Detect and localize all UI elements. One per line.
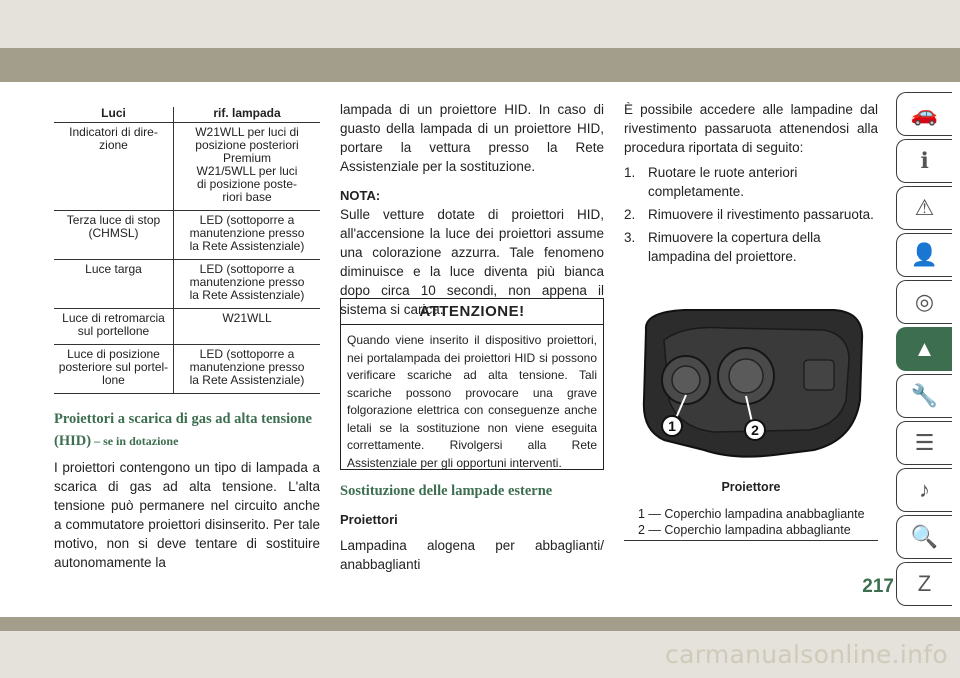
table-cell-line: la Rete Assistenziale) (189, 373, 305, 387)
page-number: 217 (862, 576, 894, 597)
table-cell-line: Premium (222, 151, 271, 165)
step-text: Rimuovere la copertura della lampadina del proiettore. (648, 230, 821, 264)
table-cell-line: LED (sottoporre a (199, 262, 295, 276)
table-row (54, 211, 320, 260)
table-cell-line: LED (sottoporre a (199, 213, 295, 227)
table-cell-line: (CHMSL) (88, 226, 139, 240)
table-cell-bulb-ref (174, 260, 321, 309)
seatbelt-airbag-icon[interactable]: 👤 (896, 233, 952, 277)
table-cell-bulb-ref (174, 309, 321, 345)
table-row (54, 309, 320, 345)
chapter-tabs (896, 92, 956, 609)
section-title-hid-line2: (HID) (54, 433, 92, 449)
car-magnifier-icon[interactable]: 🚗 (896, 92, 952, 136)
table-cell-light (54, 123, 174, 211)
headlamp-figure (624, 300, 878, 468)
column-2-text (340, 100, 604, 319)
warning-title: ATTENZIONE! (341, 299, 603, 325)
warning-text: Quando viene inserito il dispositivo proiettori, nei portalampada dei proiettori HID si possono verificare scariche ad alta tensione. Tali scariche possono provocare una grave folgorazione elettrica con conseguenze anche letali se la sostituzione non viene eseguita correttamente. Rivolgersi alla Rete Assistenziale per gli opportuni interventi. (347, 333, 597, 470)
top-bar (0, 48, 960, 82)
table-cell-bulb-ref (174, 123, 321, 211)
top-band (0, 0, 960, 48)
table-cell-light (54, 309, 174, 345)
table-cell-line: la Rete Assistenziale) (189, 239, 305, 253)
multimedia-icon[interactable]: ♪ (896, 468, 952, 512)
step-text: Rimuovere il rivestimento passaruota. (648, 207, 874, 222)
procedure-step (624, 205, 878, 224)
section-title-hid-main: Proiettori a scarica di gas ad alta tensione (54, 411, 312, 427)
step-number: 3. (624, 230, 636, 245)
section-exterior-body (340, 510, 604, 574)
procedure-step (624, 163, 878, 201)
table-row (54, 345, 320, 394)
headlamp-connector (804, 360, 834, 390)
caption-item-2: 2 — Coperchio lampadina abbagliante (638, 523, 851, 537)
maintenance-list-icon[interactable]: ☰ (896, 421, 952, 465)
section-title-hid (54, 408, 324, 452)
table-cell-line: posteriore sul portel- (58, 360, 169, 374)
table-cell-line: manutenzione presso (189, 275, 305, 289)
section-title-exterior: Sostituzione delle lampade esterne (340, 483, 553, 499)
caption-item-1: 1 — Coperchio lampadina anabbagliante (638, 507, 865, 521)
table-cell-line: riori base (222, 190, 272, 204)
table-cell-line: zione (99, 138, 128, 152)
step-text: Ruotare le ruote anteriori completamente. (648, 165, 798, 199)
procedure-intro: È possibile accedere alle lampadine dal rivestimento passaruota attenendosi alla procedura riportata di seguito: (624, 102, 878, 155)
step-number: 1. (624, 165, 636, 180)
bottom-bar (0, 617, 960, 631)
alphabetical-index-icon[interactable]: Z (896, 562, 952, 606)
table-cell-light (54, 211, 174, 260)
table-cell-line: Terza luce di stop (66, 213, 161, 227)
section-hid-body (54, 458, 320, 572)
procedure-step (624, 228, 878, 266)
table-cell-line: Luce di posizione (67, 347, 160, 361)
table-header-bulb-ref: rif. lampada (174, 107, 321, 123)
low-beam-cap-inner (672, 366, 700, 394)
car-info-icon[interactable]: ℹ (896, 139, 952, 183)
hid-continuation: lampada di un proiettore HID. In caso di guasto della lampada di un proiettore HID, portare la vettura presso la Rete Assistenziale per la sostituzione. (340, 102, 604, 174)
table-cell-line: W21WLL per luci di (195, 125, 299, 139)
table-cell-light (54, 260, 174, 309)
table-cell-line: sul portellone (77, 324, 150, 338)
table-cell-line: posizione posteriori (195, 138, 299, 152)
table-row (54, 260, 320, 309)
table-header-row (54, 107, 320, 123)
dashboard-warning-icon[interactable]: ⚠ (896, 186, 952, 230)
hid-paragraph: I proiettori contengono un tipo di lampada a scarica di gas ad alta tensione. L'alta tensione può permanere nel circuito anche a commutatore proiettori disinserito. Per tale motivo, non si deve tentare di sostituire autonomamente la (54, 460, 320, 570)
table-cell-line: lone (102, 373, 125, 387)
step-number: 2. (624, 207, 636, 222)
halogen-text: Lampadina alogena per abbaglianti/ anabbaglianti (340, 538, 604, 572)
table-cell-line: Indicatori di dire- (69, 125, 158, 139)
roadside-warning-icon[interactable]: ▲ (896, 327, 952, 371)
table-row (54, 123, 320, 211)
nota-text: Sulle vetture dotate di proiettori HID, all'accensione la luce dei proiettori assume una colorazione azzurra. Tale fenomeno diminuisce e la luce diventa più bianca dopo circa 10 secondi, non appena il sistema si carica. (340, 207, 604, 317)
section-title-hid-suffix: – se in dotazione (91, 434, 179, 448)
table-cell-line: manutenzione presso (189, 360, 305, 374)
table-cell-line: di posizione poste- (196, 177, 298, 191)
table-cell-line: manutenzione presso (189, 226, 305, 240)
table-cell-line: Luce di retromarcia (62, 311, 165, 325)
table-cell-line: W21WLL (222, 311, 272, 325)
figure-caption-title: Proiettore (721, 480, 781, 494)
watermark: carmanualsonline.info (665, 640, 948, 669)
callout-2-label: 2 (751, 422, 759, 438)
table-cell-line: W21/5WLL per luci (196, 164, 298, 178)
subtitle-headlights: Proiettori (340, 512, 398, 527)
column-3-text (624, 100, 878, 270)
bulb-table (54, 107, 320, 394)
table-cell-line: LED (sottoporre a (199, 347, 295, 361)
table-cell-line: Luce targa (85, 262, 142, 276)
caption-rule (624, 540, 878, 541)
table-cell-bulb-ref (174, 345, 321, 394)
steering-wheel-icon[interactable]: ◎ (896, 280, 952, 324)
table-cell-light (54, 345, 174, 394)
high-beam-cap-inner (729, 359, 763, 393)
table-cell-line: la Rete Assistenziale) (189, 288, 305, 302)
callout-1-label: 1 (668, 418, 676, 434)
procedure-steps (624, 163, 878, 266)
search-icon[interactable]: 🔍 (896, 515, 952, 559)
table-cell-bulb-ref (174, 211, 321, 260)
car-service-icon[interactable]: 🔧 (896, 374, 952, 418)
table-header-lights: Luci (54, 107, 174, 123)
figure-caption-items (638, 506, 865, 538)
warning-box (340, 298, 604, 470)
nota-label: NOTA: (340, 188, 381, 203)
